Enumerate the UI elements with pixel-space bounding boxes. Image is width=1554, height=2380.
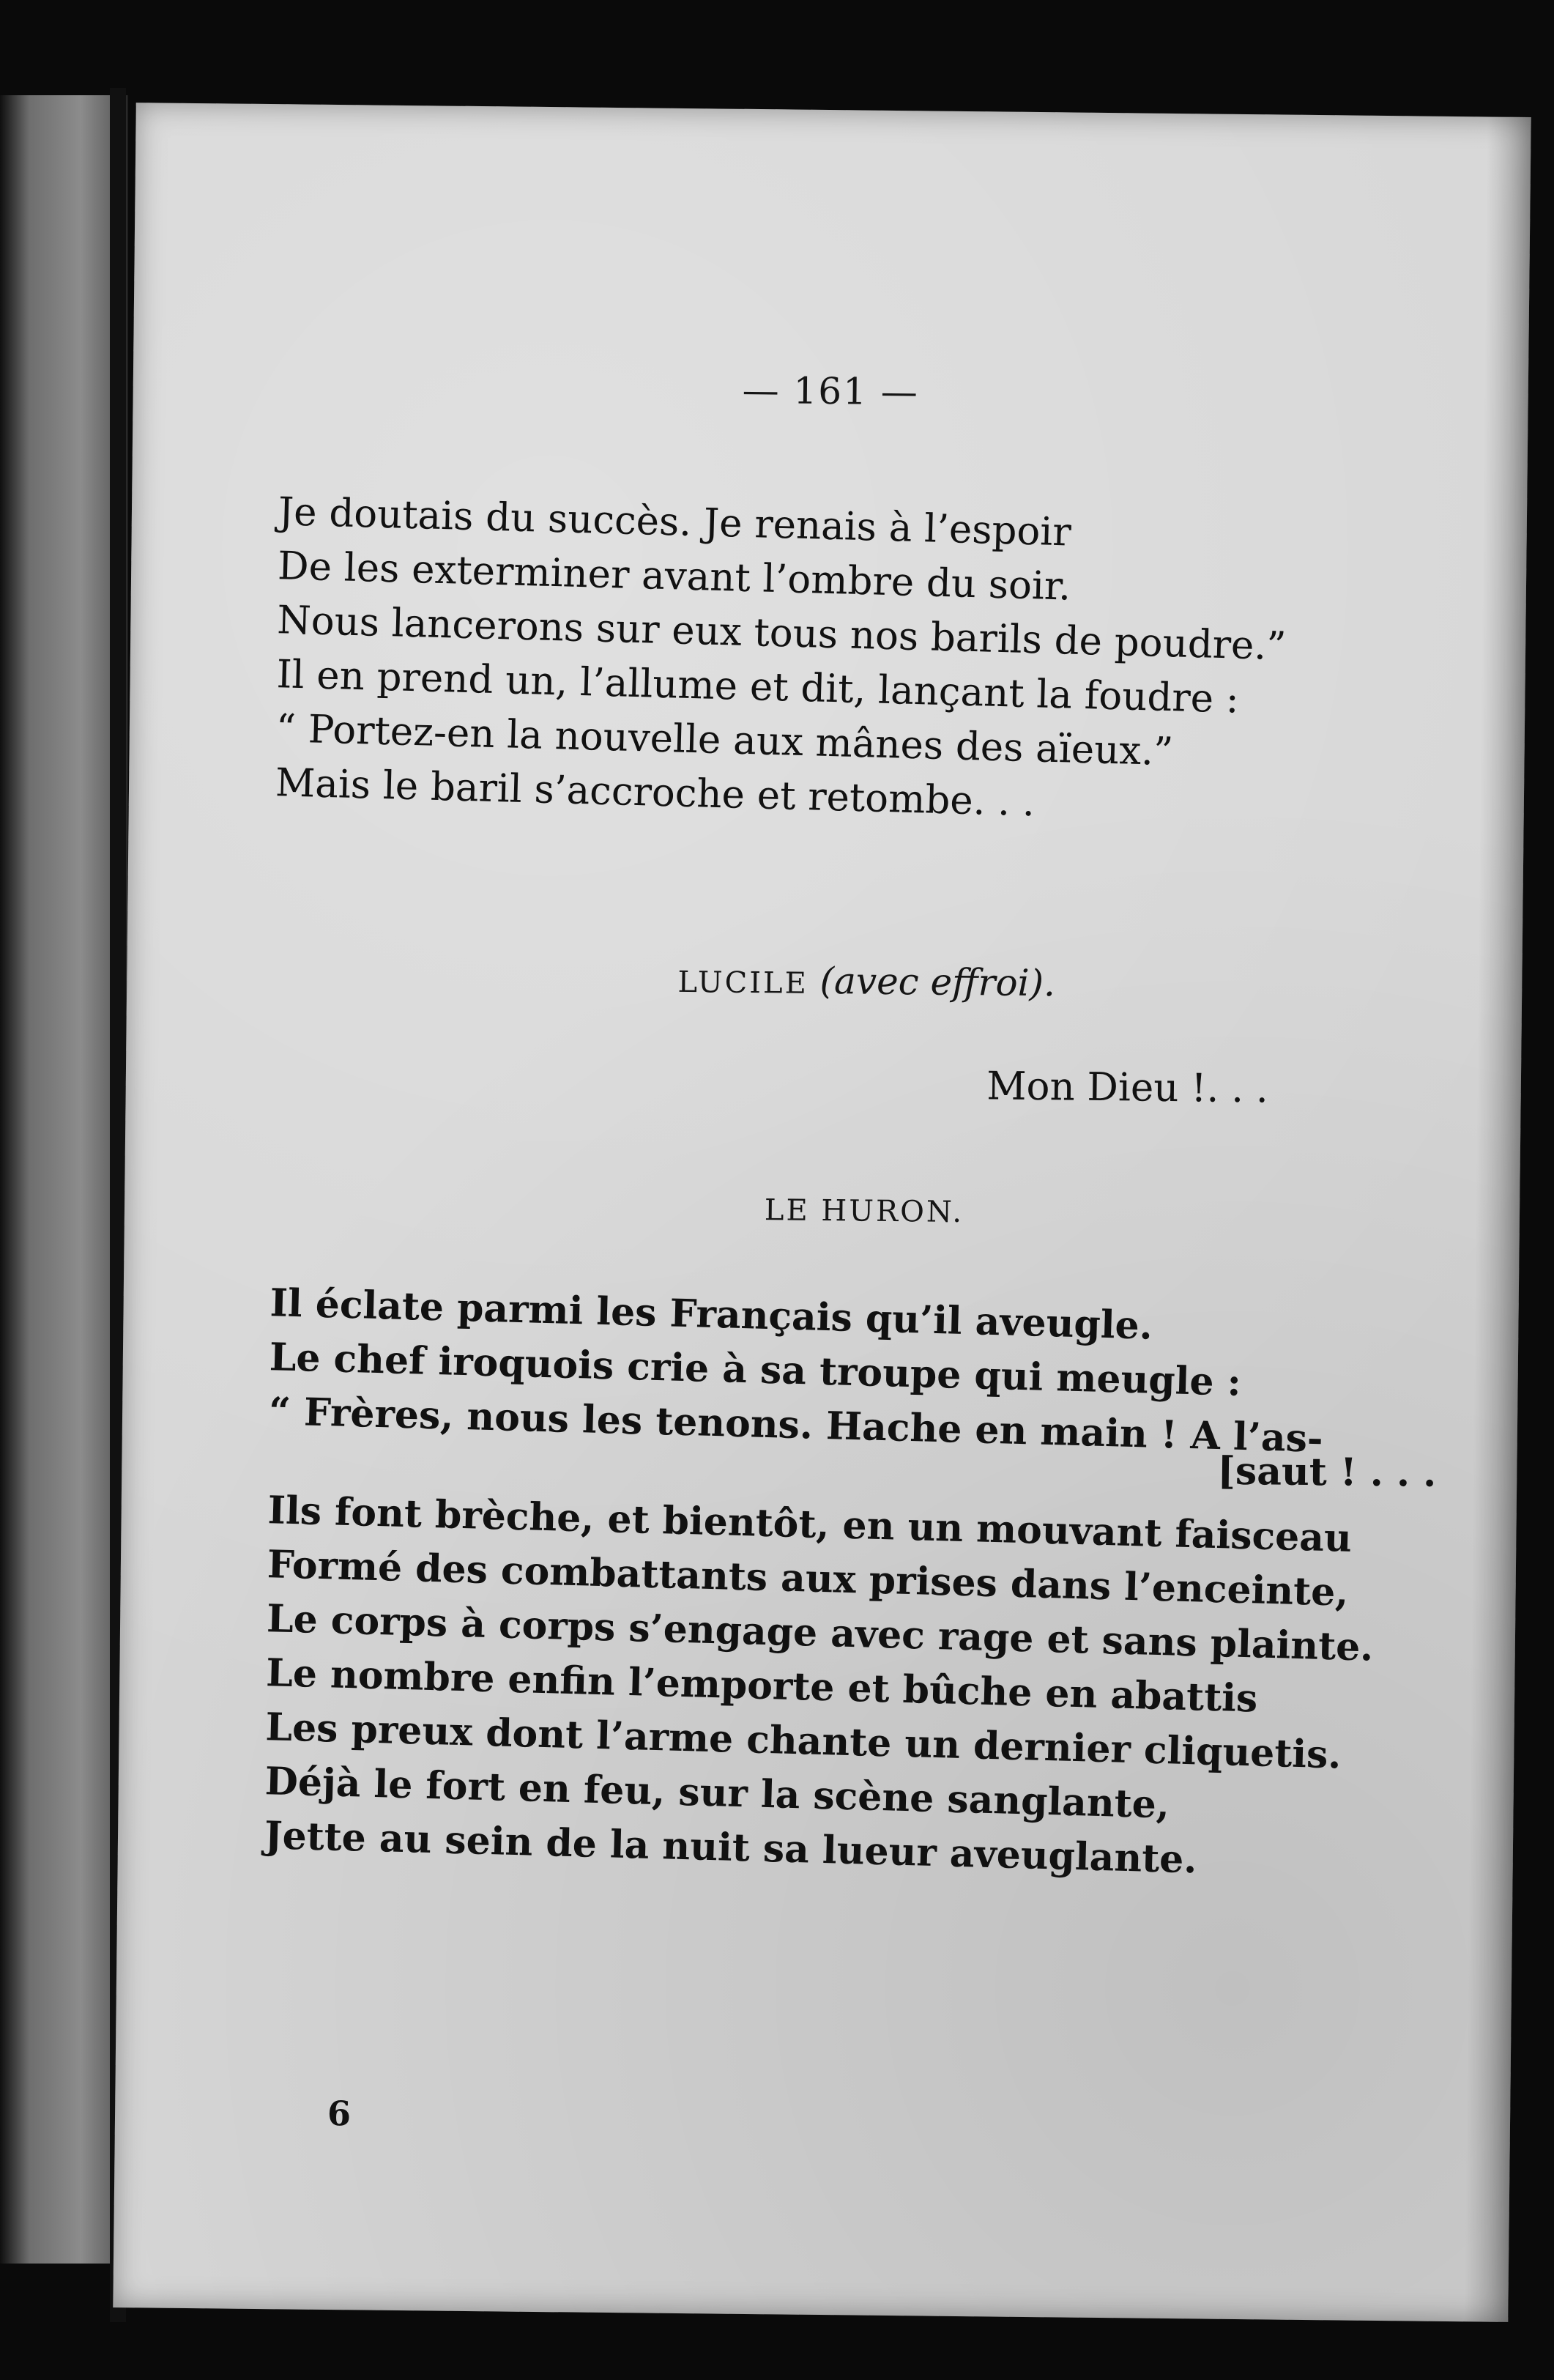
speaker-heading: LE HURON. (764, 1193, 964, 1230)
verse-line: Le corps à corps s’engage avec rage et sans plainte. (266, 1596, 1375, 1670)
book-page (113, 103, 1531, 2322)
verse-half-line: Mon Dieu !. . . (986, 1064, 1269, 1112)
verse-line: Nous lancerons sur eux tous nos barils de poudre.” (276, 598, 1287, 670)
verse-line: De les exterminer avant l’ombre du soir. (277, 544, 1072, 609)
speaker-name: LUCILE (677, 965, 809, 1001)
verse-passage-2 (264, 1276, 1457, 1883)
verse-line: Mais le baril s’accroche et retombe. . . (275, 760, 1036, 826)
page-number: — 161 — (742, 368, 920, 414)
verse-line: “ Frères, nous les tenons. Hache en main ! A l’as- (268, 1389, 1324, 1461)
verse-line: “ Portez-en la nouvelle aux mânes des aïeux.” (275, 706, 1174, 775)
verse-line: Je doutais du succès. Je renais à l’espoir (278, 489, 1072, 555)
verse-line: Il en prend un, l’allume et dit, lançant la foudre : (275, 652, 1240, 722)
verse-line: Déjà le fort en feu, sur la scène sanglante, (264, 1759, 1170, 1828)
verse-line: Il éclate parmi les Français qu’il aveugle. (269, 1280, 1153, 1349)
lucile-line (272, 1056, 1460, 1113)
verse-continuation: [saut ! . . . (1217, 1448, 1437, 1496)
speaker-heading (273, 954, 1460, 1009)
verse-line: Ils font brèche, et bientôt, en un mouvant faisceau (267, 1488, 1353, 1561)
verse-line: Les preux dont l’arme chante un dernier cliquetis. (264, 1705, 1342, 1778)
verse-passage-1 (275, 485, 1465, 826)
verse-line: Jette au sein de la nuit sa lueur aveuglante. (264, 1813, 1198, 1883)
verse-line: Formé des combattants aux prises dans l’enceinte, (267, 1542, 1350, 1615)
speaker-lucile (273, 954, 1460, 1009)
facing-page-edge (0, 95, 128, 2264)
speaker-huron (271, 1188, 1457, 1234)
printer-signature-mark: 6 (327, 2093, 352, 2134)
stage-direction: (avec effroi). (819, 959, 1056, 1005)
verse-line: Le nombre enfin l’emporte et bûche en abattis (265, 1650, 1258, 1721)
page-edge-shadow (1464, 116, 1531, 2321)
verse-line: Le chef iroquois crie à sa troupe qui meugle : (269, 1335, 1242, 1405)
